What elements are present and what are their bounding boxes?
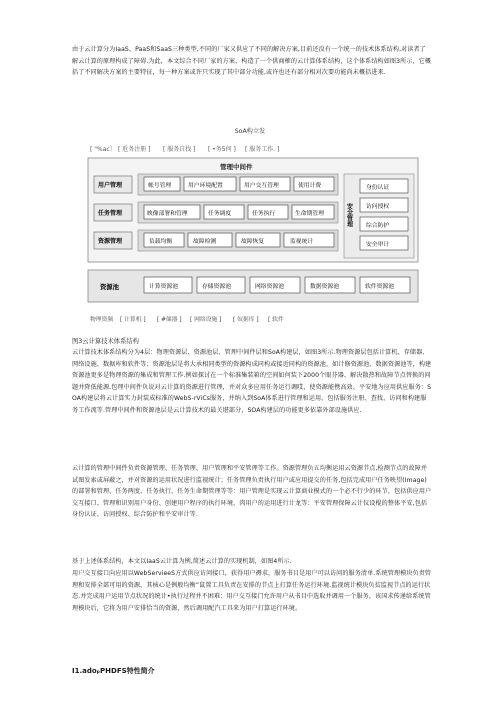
intro-paragraph: 由于云计算分为IaaS、PaaS和SaaS三种类型,不同的厂家又供应了不同的解决方案,目前还没有一个统一的技术体系结构,对读者了解云计算的原理构成了障碍.为此，本文综合不同厂家的方案，构造了一个供商榷的云计算体系结构，这个体系结构如图3所示，它概括了不同解决方案的主要特征，每一种方案或许只实现了其中部分功能,或许也还有部分相对次要功能尚未概括进来.	[72, 46, 432, 77]
physical-item: [ 计算机 ]	[120, 317, 146, 323]
cell: 用户交互管理	[244, 183, 279, 189]
cell: 映像部署和管理	[147, 211, 188, 217]
middleware-title: 管理中间件	[220, 163, 253, 171]
soa-item: [ 卮务注册 ]	[118, 146, 151, 153]
body-paragraph-4: 用户交互接口向应用以WebServieeS方式供应访问接口，获得用户褥求，服务书目是用户可以访问的服务清单.系统管理模块负责管理和安排全部可用的资源，其核心是例般均衡”鼠置工具负责在安排的节点上打算任务运行环境.监视统计模块负贫监视节点的运行状态.并完成用户运用节点状况的统计•执行过程并不困难：用户交互接门允许用户从书目中选取并调用一个服务，该国求传递给系统管理模块后，它将为用户安排恰当的资源，然后调用配汽工具来为用户打算运行环境。	[72, 570, 432, 612]
soa-item: [ 服务自找 ]	[163, 146, 196, 153]
physical-item: [ 网络设施 ]	[190, 317, 222, 323]
pool-label: 资源池	[100, 284, 119, 291]
physical-item: [ #储器 ]	[157, 317, 182, 323]
row-label: 资源管理	[98, 238, 123, 245]
security-label: 安全管理	[345, 203, 353, 227]
security-item: 综合防护	[366, 223, 390, 229]
row-label: 任务管理	[98, 210, 123, 217]
section-heading: I1.adoₚPHDFS特性简介	[72, 667, 155, 675]
physical-item: [ 奴据库 ]	[233, 317, 259, 323]
physical-item: 物理资频	[90, 317, 114, 323]
row-label: 用户管理	[98, 182, 123, 189]
row-task	[94, 202, 338, 223]
figure-caption: 图3云计算技术体系结构	[72, 338, 139, 345]
pool-item: 软件资源池	[365, 284, 394, 290]
security-item: 访问授权	[366, 204, 390, 210]
cell: 用户环境配置	[188, 183, 223, 189]
pool-item: 数据资源池	[310, 284, 339, 290]
cell: 生命期管理	[295, 211, 324, 217]
body-paragraph-3: 基于上述体系结构，本文以IaaS云计算为例,简述云计算的实现机制，如图4所示.	[72, 558, 292, 565]
figure-top-title: SoA构立发	[234, 128, 266, 135]
cell: 任务调度	[208, 211, 232, 217]
pool-item: 计算资源池	[149, 284, 178, 290]
pool-item: 网络资源池	[255, 284, 284, 290]
soa-item: [ "%ac〕	[90, 146, 116, 153]
body-paragraph-1: 云计算技术体系结构分为4层：物理资源层、资源池层、管理中间件层和SoA构建层，如图3所示.物理资源层包括计算机、存储器、网络设施、数据库和软件等；资源池层是将大承相同类型的资源构成同构或接近同构的资源池，如计修资源池、数据资源池等，构建资源池更多是物理资源的集成和管理工作.例如探讨在一个标准集装箱的空间如何装下2000个眼芬器、解决散热和故障节点替换的问题并降低能源.包理中间件负说对云计算的资源进行管理，并对众多应用任务运行调哎，使资源能携高效、平安地为应用供应服务：SOA构建层将云计算实力封装成标准的WebS-rViCs服务，并纳入到SoA体系进行管理和运用，包括服务注册、查找、访问和构建服务工作流等.管理中间件和资源池层是云计算技术的最关堪部分，SOA构建层的功能更多依靠外部设施供应.	[72, 349, 432, 414]
row-user	[94, 174, 338, 195]
cell: 监视统计	[290, 239, 314, 245]
architecture-diagram	[0, 138, 500, 338]
row-resource	[94, 230, 338, 251]
security-item: 身份认证	[366, 185, 390, 191]
pool-item: 存储资源池	[202, 284, 231, 290]
security-item: 安全审计	[366, 242, 390, 248]
cell: 故障检测	[193, 239, 217, 245]
cell: 任务执行	[252, 211, 276, 217]
cell: 故障恢复	[241, 239, 265, 245]
cell: 帐号管理	[148, 183, 172, 189]
soa-item: [ 服务工作. ]	[245, 146, 280, 153]
soa-item: [ •务5何 ]	[208, 146, 236, 153]
cell: 使用计费	[298, 183, 322, 189]
cell: 负载均衡	[149, 239, 173, 245]
physical-item: [ 软件	[268, 317, 284, 323]
body-paragraph-2: 云计算的管理中间件负责资源管理、任务管理、用户管理和平安管理等工作。资源管理负五均衡运用云资源节点,检测节点的故障并试图发索或屏蔽之，并对资源的运用状况进行监视统计；任务管理负责执行用户或应用提交的任务,包括完成用户任务映望(Image)的部署和管理、任务两度、任务执行、任务生命期管理等等：用户管理是实现云计算商业模式的一个必不行少的环节，包括供应用户交互接口、管理和识别用户身份、创建用户程序的执行环境、肉用户的运用进行计龙等：平安管理保障云计仪设棍的整体平安,包括身份认证、访问授权、综合防护和平安审计等.	[72, 465, 432, 519]
